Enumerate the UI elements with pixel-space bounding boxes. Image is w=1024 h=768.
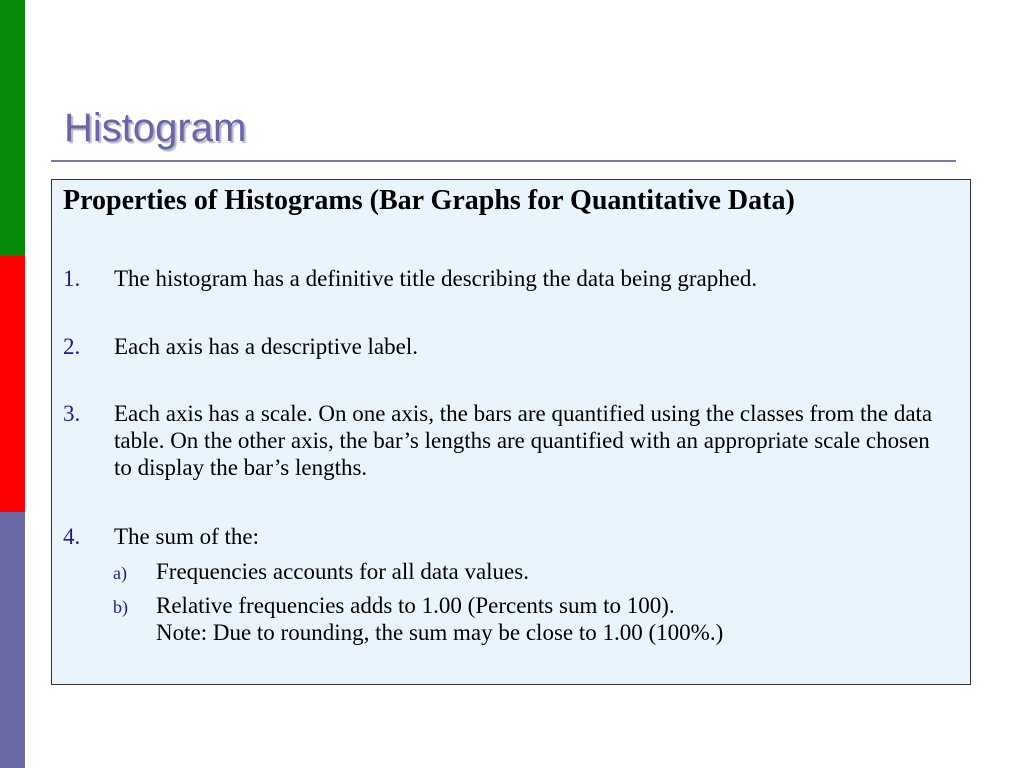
content-heading: Properties of Histograms (Bar Graphs for Quantitative Data) bbox=[63, 185, 795, 216]
sub-list-text bbox=[156, 558, 916, 585]
sub-list-line: Note: Due to rounding, the sum may be close to 1.00 (100%.) bbox=[156, 620, 724, 645]
list-number: 4. bbox=[63, 524, 81, 549]
content-box bbox=[51, 179, 971, 685]
sub-list-line: Relative frequencies adds to 1.00 (Percents sum to 100). bbox=[156, 593, 675, 618]
list-number: 1. bbox=[63, 266, 81, 291]
title-underline bbox=[51, 160, 956, 162]
sub-list-letter: b) bbox=[113, 597, 128, 617]
list-text: Each axis has a descriptive label. bbox=[114, 334, 418, 359]
list-text: The histogram has a definitive title describing the data being graphed. bbox=[114, 266, 758, 291]
sidebar-red-stripe bbox=[0, 256, 25, 512]
sidebar-green-stripe bbox=[0, 0, 25, 256]
list-text: The sum of the: bbox=[114, 524, 259, 549]
list-number: 3. bbox=[63, 401, 81, 426]
slide-title: Histogram bbox=[64, 106, 247, 150]
sub-list-letter: a) bbox=[113, 563, 127, 583]
sub-list-line: Frequencies accounts for all data values. bbox=[156, 559, 529, 584]
list-text: Each axis has a scale. On one axis, the bars are quantified using the classes from the data table. On the other axis, the bar’s lengths are quantified with an appropriate scale chosen to display the bar’s lengths. bbox=[114, 401, 933, 480]
list-number: 2. bbox=[63, 334, 81, 359]
sub-list-text bbox=[156, 592, 916, 646]
sidebar-purple-stripe bbox=[0, 512, 25, 768]
